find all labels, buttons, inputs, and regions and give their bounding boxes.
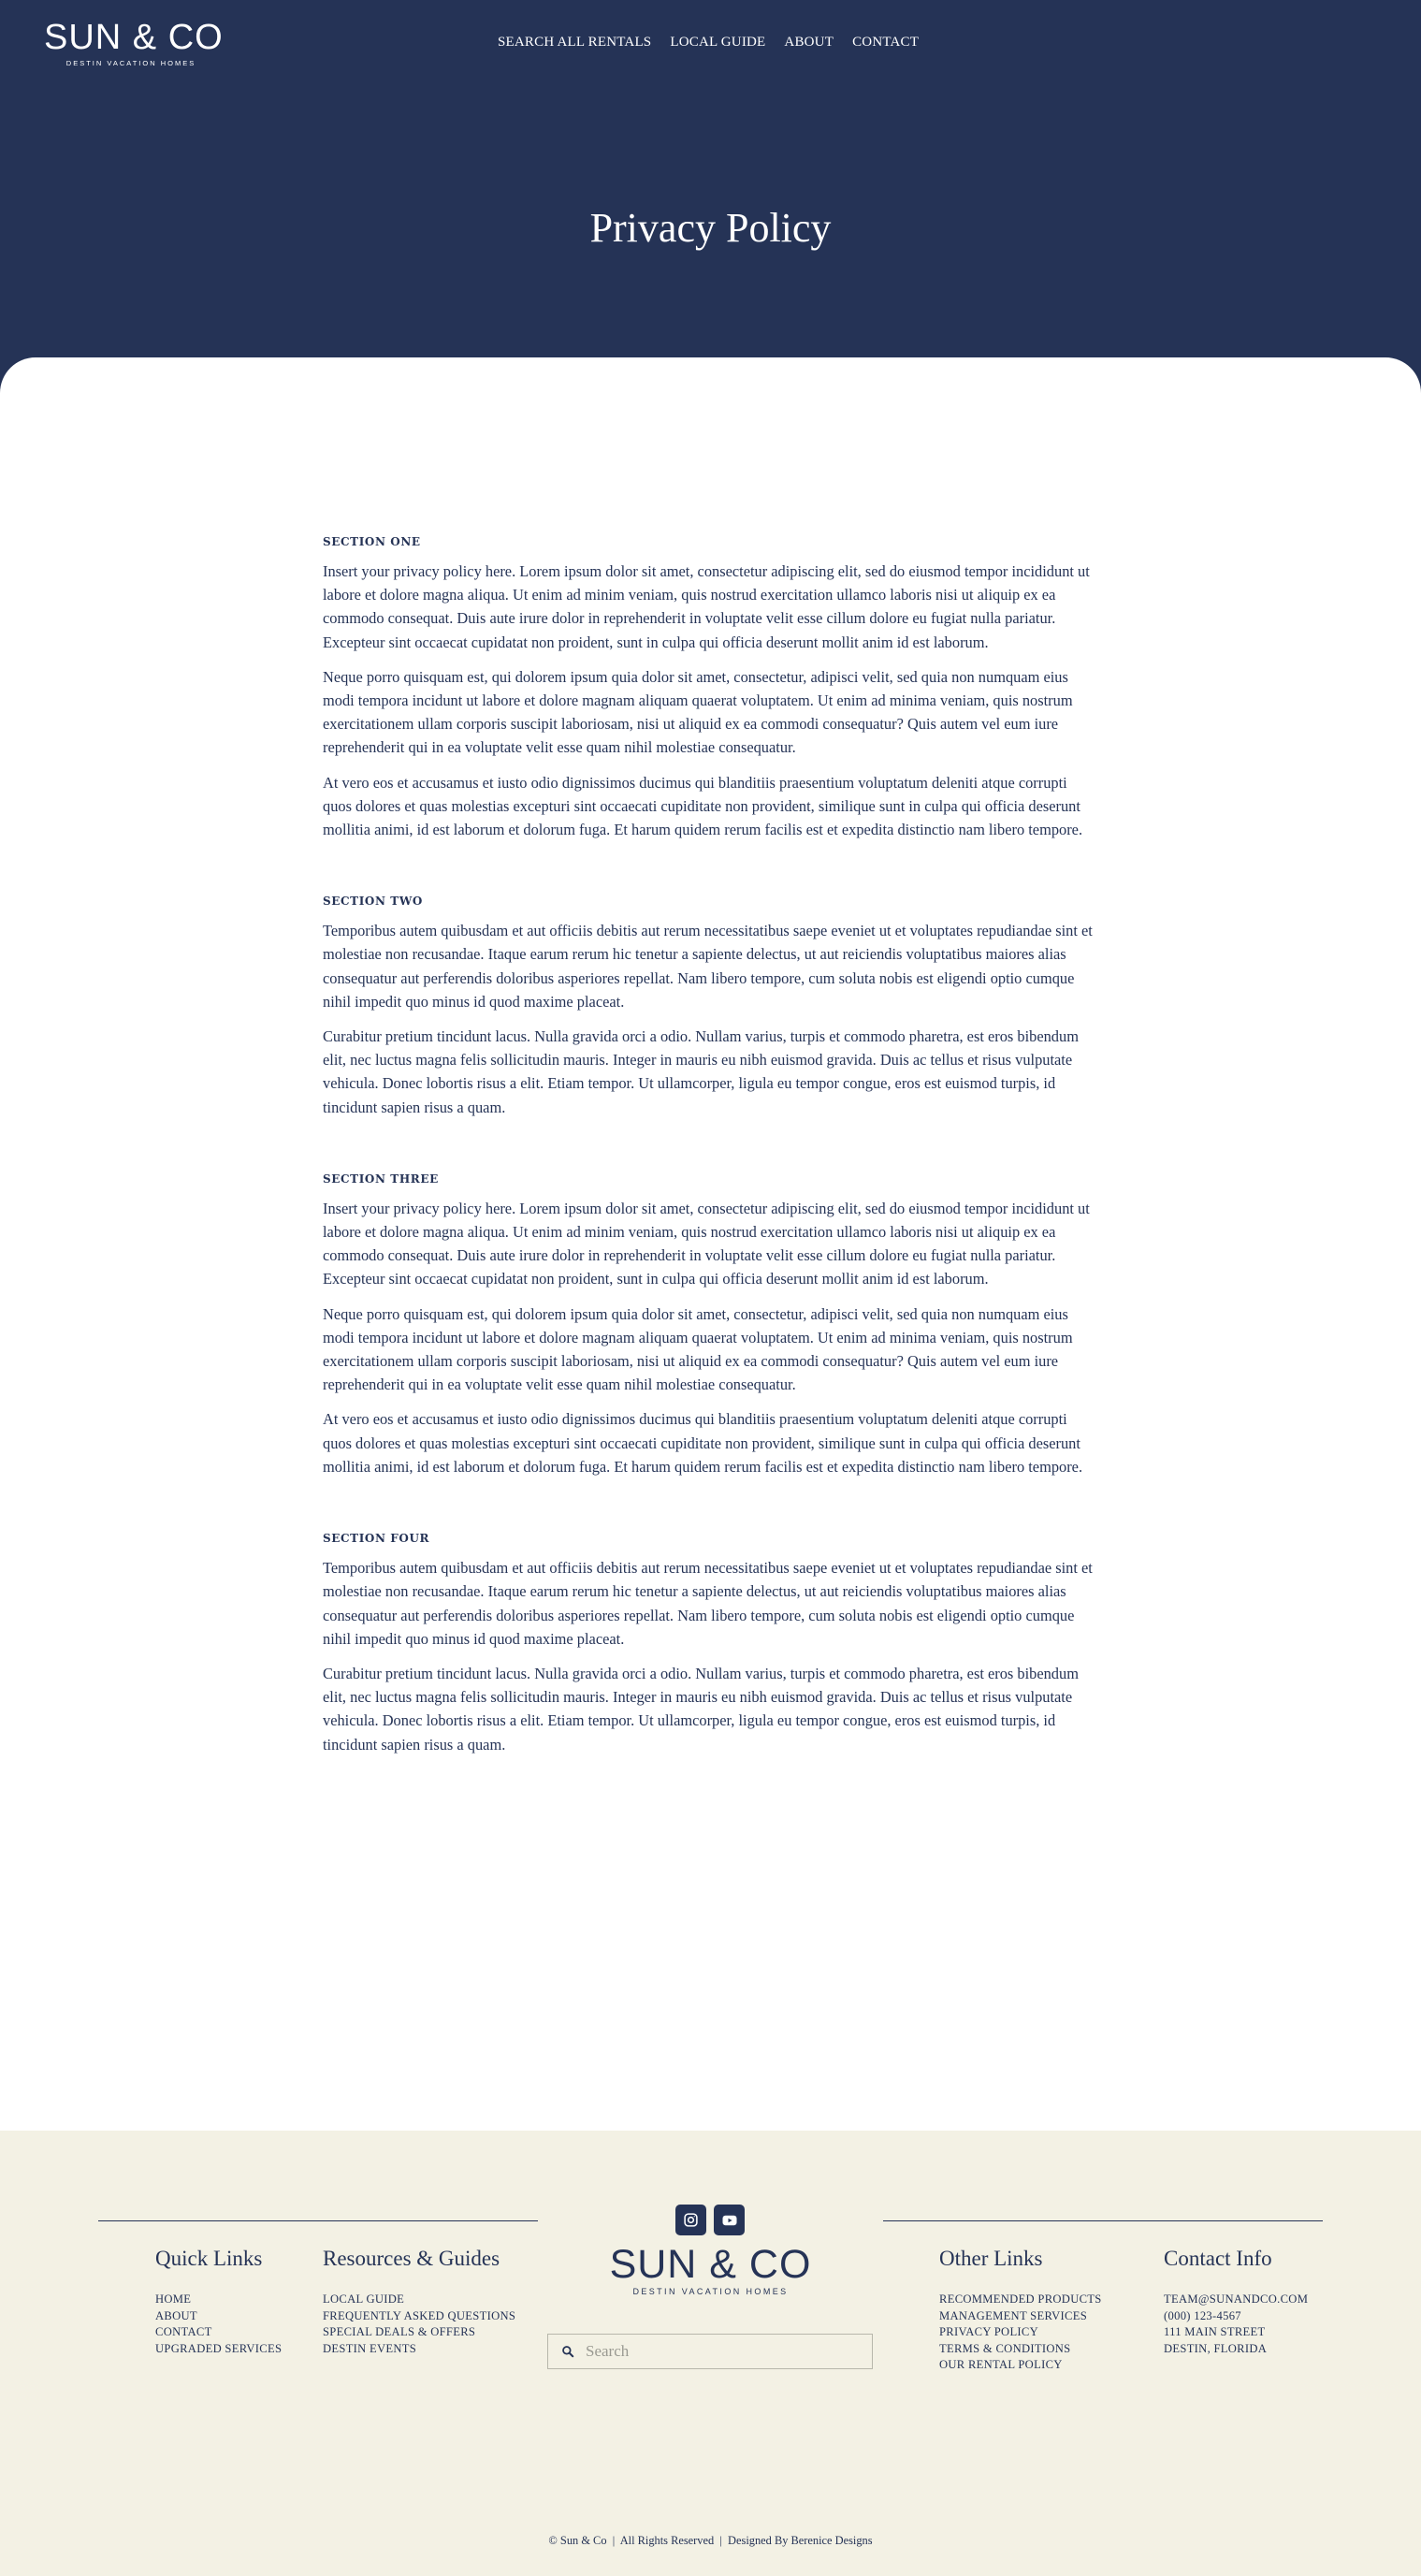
logo-tagline: DESTIN VACATION HOMES: [632, 2287, 789, 2296]
contact-phone[interactable]: (000) 123-4567: [1164, 2308, 1241, 2322]
header-logo[interactable]: [44, 17, 224, 69]
footer-link-destin-events[interactable]: DESTIN EVENTS: [323, 2341, 417, 2355]
footer-divider-left: [98, 2220, 538, 2221]
section-paragraph: Insert your privacy policy here. Lorem ipsum dolor sit amet, consectetur adipiscing elit, sed do eiusmod tempor incididunt ut labore et dolore magna aliqua. Ut enim ad minim veniam, quis nostrud exercitation ullamco laboris nisi ut aliquip ex ea commodo consequat. Duis aute irure dolor in reprehenderit in voluptate velit esse cillum dolore eu fugiat nulla pariatur. Excepteur sint occaecat cupidatat non proident, sunt in culpa qui officia deserunt mollit anim id est laborum.: [323, 1199, 1090, 1288]
footer-contact-info: [1164, 2247, 1308, 2357]
footer-link-rental-policy[interactable]: OUR RENTAL POLICY: [939, 2358, 1063, 2372]
instagram-icon: [683, 2212, 699, 2228]
footer-col-title: Other Links: [939, 2247, 1043, 2270]
main-content: [0, 357, 1421, 2131]
footer-divider-right: [883, 2220, 1323, 2221]
nav-search-all-rentals[interactable]: SEARCH ALL RENTALS: [498, 35, 652, 50]
footer-link-contact[interactable]: CONTACT: [155, 2325, 212, 2339]
footer-link-terms[interactable]: TERMS & CONDITIONS: [939, 2341, 1071, 2355]
section-paragraph: Curabitur pretium tincidunt lacus. Nulla gravida orci a odio. Nullam varius, turpis et commodo pharetra, est eros bibendum elit, nec luctus magna felis sollicitudin mauris. Integer in mauris eu nibh euismod gravida. Duis ac tellus et risus vulputate vehicula. Donec lobortis risus a elit. Etiam tempor. Ut ullamcorper, ligula eu tempor congue, eros est euismod turpis, id tincidunt sapien risus a quam.: [323, 1664, 1079, 1754]
social-links: [675, 2205, 745, 2235]
logo-wordmark: SUN & CO: [44, 18, 224, 57]
page-title: Privacy Policy: [589, 205, 832, 251]
nav-about[interactable]: ABOUT: [784, 35, 834, 50]
site-header: [0, 0, 1421, 393]
section-heading: SECTION ONE: [323, 535, 421, 548]
logo-tagline: DESTIN VACATION HOMES: [65, 59, 196, 67]
section-paragraph: Curabitur pretium tincidunt lacus. Nulla gravida orci a odio. Nullam varius, turpis et commodo pharetra, est eros bibendum elit, nec luctus magna felis sollicitudin mauris. Integer in mauris eu nibh euismod gravida. Duis ac tellus et risus vulputate vehicula. Donec lobortis risus a elit. Etiam tempor. Ut ullamcorper, ligula eu tempor congue, eros est euismod turpis, id tincidunt sapien risus a quam.: [323, 1027, 1079, 1116]
footer-col-title: Contact Info: [1164, 2247, 1272, 2270]
contact-email[interactable]: TEAM@SUNANDCO.COM: [1164, 2292, 1309, 2306]
nav-contact[interactable]: CONTACT: [852, 35, 920, 50]
logo-wordmark: SUN & CO: [609, 2242, 812, 2287]
section-heading: SECTION THREE: [323, 1172, 439, 1186]
policy-section: [323, 1172, 1099, 1478]
footer-col-title: Resources & Guides: [323, 2247, 500, 2270]
section-paragraph: Temporibus autem quibusdam et aut officiis debitis aut rerum necessitatibus saepe eveniet ut et voluptates repudiandae sint et molestiae non recusandae. Itaque earum rerum hic tenetur a sapiente delectus, ut aut reiciendis voluptatibus maiores alias consequatur aut perferendis doloribus asperiores repellat. Nam libero tempore, cum soluta nobis est eligendi optio cumque nihil impedit quo minus id quod maxime placeat.: [323, 1559, 1093, 1648]
footer-link-faq[interactable]: FREQUENTLY ASKED QUESTIONS: [323, 2308, 516, 2322]
search-icon: [561, 2345, 574, 2358]
youtube-button[interactable]: [714, 2205, 745, 2235]
nav-local-guide[interactable]: LOCAL GUIDE: [670, 35, 766, 50]
copyright: © Sun & Co | All Rights Reserved | Designed By Berenice Designs: [548, 2534, 873, 2547]
footer-quick-links: [155, 2247, 282, 2357]
footer-link-management-services[interactable]: MANAGEMENT SERVICES: [939, 2308, 1088, 2322]
footer-link-special-deals[interactable]: SPECIAL DEALS & OFFERS: [323, 2325, 476, 2339]
section-heading: SECTION FOUR: [323, 1532, 430, 1546]
contact-street: 111 MAIN STREET: [1164, 2325, 1266, 2339]
footer-search: [547, 2334, 873, 2369]
footer-link-about[interactable]: ABOUT: [155, 2308, 197, 2322]
section-paragraph: Temporibus autem quibusdam et aut officiis debitis aut rerum necessitatibus saepe eveniet ut et voluptates repudiandae sint et molestiae non recusandae. Itaque earum rerum hic tenetur a sapiente delectus, ut aut reiciendis voluptatibus maiores alias consequatur aut perferendis doloribus asperiores repellat. Nam libero tempore, cum soluta nobis est eligendi optio cumque nihil impedit quo minus id quod maxime placeat.: [323, 922, 1093, 1011]
footer-link-recommended-products[interactable]: RECOMMENDED PRODUCTS: [939, 2292, 1102, 2306]
section-paragraph: At vero eos et accusamus et iusto odio dignissimos ducimus qui blanditiis praesentium voluptatum deleniti atque corrupti quos dolores et quas molestias excepturi sint occaecati cupiditate non provident, similique sunt in culpa qui officia deserunt mollitia animi, id est laborum et dolorum fuga. Et harum quidem rerum facilis est et expedita distinctio nam libero tempore.: [323, 1410, 1083, 1476]
policy-section: [323, 535, 1099, 841]
footer-other-links: [939, 2247, 1102, 2374]
contact-city: DESTIN, FLORIDA: [1164, 2341, 1268, 2355]
section-paragraph: Neque porro quisquam est, qui dolorem ipsum quia dolor sit amet, consectetur, adipisci velit, sed quia non numquam eius modi tempora incidunt ut labore et dolore magnam aliquam quaerat voluptatem. Ut enim ad minima veniam, quis nostrum exercitationem ullam corporis suscipit laboriosam, nisi ut aliquid ex ea commodi consequatur? Quis autem vel eum iure reprehenderit qui in ea voluptate velit esse quam nihil molestiae consequatur.: [323, 667, 1073, 757]
footer-link-home[interactable]: HOME: [155, 2292, 192, 2306]
section-paragraph: At vero eos et accusamus et iusto odio dignissimos ducimus qui blanditiis praesentium voluptatum deleniti atque corrupti quos dolores et quas molestias excepturi sint occaecati cupiditate non provident, similique sunt in culpa qui officia deserunt mollitia animi, id est laborum et dolorum fuga. Et harum quidem rerum facilis est et expedita distinctio nam libero tempore.: [323, 773, 1083, 839]
youtube-icon: [721, 2212, 738, 2229]
policy-section: [323, 895, 1099, 1119]
policy-section: [323, 1532, 1099, 1756]
footer-link-privacy-policy[interactable]: PRIVACY POLICY: [939, 2325, 1039, 2339]
main-nav: [498, 35, 919, 51]
footer-logo[interactable]: [580, 2243, 841, 2297]
footer-link-upgraded-services[interactable]: UPGRADED SERVICES: [155, 2341, 283, 2355]
instagram-button[interactable]: [675, 2205, 706, 2235]
site-footer: [0, 2131, 1421, 2576]
section-paragraph: Neque porro quisquam est, qui dolorem ipsum quia dolor sit amet, consectetur, adipisci velit, sed quia non numquam eius modi tempora incidunt ut labore et dolore magnam aliquam quaerat voluptatem. Ut enim ad minima veniam, quis nostrum exercitationem ullam corporis suscipit laboriosam, nisi ut aliquid ex ea commodi consequatur? Quis autem vel eum iure reprehenderit qui in ea voluptate velit esse quam nihil molestiae consequatur.: [323, 1304, 1073, 1394]
section-heading: SECTION TWO: [323, 895, 423, 909]
section-paragraph: Insert your privacy policy here. Lorem ipsum dolor sit amet, consectetur adipiscing elit, sed do eiusmod tempor incididunt ut labore et dolore magna aliqua. Ut enim ad minim veniam, quis nostrud exercitation ullamco laboris nisi ut aliquip ex ea commodo consequat. Duis aute irure dolor in reprehenderit in voluptate velit esse cillum dolore eu fugiat nulla pariatur. Excepteur sint occaecat cupidatat non proident, sunt in culpa qui officia deserunt mollit anim id est laborum.: [323, 562, 1090, 651]
footer-resources: [323, 2247, 515, 2357]
footer-col-title: Quick Links: [155, 2247, 263, 2270]
search-input[interactable]: [584, 2341, 849, 2362]
footer-link-local-guide[interactable]: LOCAL GUIDE: [323, 2292, 405, 2306]
policy-content: [323, 535, 1099, 1810]
